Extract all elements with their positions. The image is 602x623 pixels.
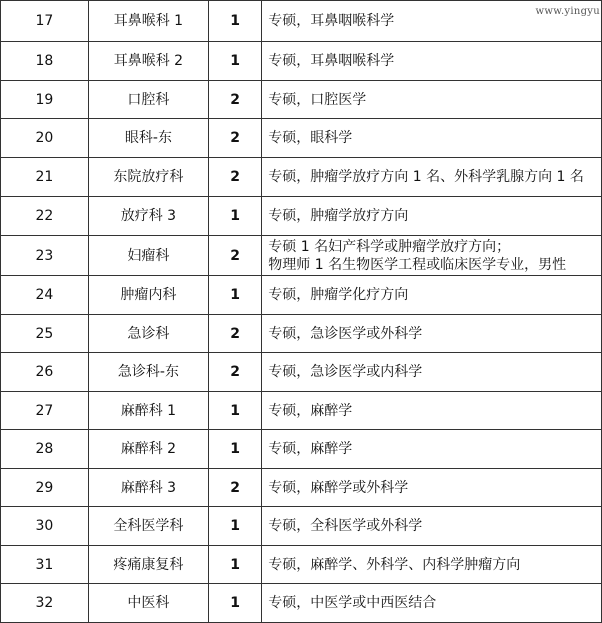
row-number-cell: 19 <box>1 81 89 119</box>
headcount-cell: 2 <box>209 158 262 197</box>
requirement-cell <box>262 197 602 236</box>
row-number-cell: 24 <box>1 276 89 315</box>
requirement-cell <box>262 353 602 392</box>
table-row <box>1 392 602 430</box>
headcount-cell: 2 <box>209 236 262 276</box>
row-number-cell: 17 <box>1 1 89 42</box>
requirement-line: 专硕，麻醉学 <box>268 402 353 419</box>
table-row <box>1 197 602 236</box>
requirement-cell <box>262 507 602 546</box>
department-cell: 中医科 <box>88 584 208 623</box>
department-cell: 急诊科-东 <box>88 353 208 392</box>
requirement-line: 专硕，麻醉学或外科学 <box>268 479 409 496</box>
headcount-cell: 1 <box>209 197 262 236</box>
requirement-cell <box>262 430 602 469</box>
row-number-cell: 25 <box>1 315 89 353</box>
requirement-line: 专硕，肿瘤学放疗方向 <box>268 208 409 224</box>
watermark: www.yingyu <box>535 6 600 17</box>
requirement-cell <box>262 546 602 584</box>
row-number-cell: 21 <box>1 158 89 197</box>
department-cell: 全科医学科 <box>88 507 208 546</box>
table-row <box>1 584 602 623</box>
row-number-cell: 29 <box>1 469 89 507</box>
table-row <box>1 507 602 546</box>
table-body <box>1 1 602 623</box>
requirement-cell <box>262 119 602 158</box>
headcount-cell: 1 <box>209 42 262 81</box>
headcount-cell: 1 <box>209 430 262 469</box>
table-row <box>1 42 602 81</box>
row-number-cell: 27 <box>1 392 89 430</box>
requirement-line: 专硕，急诊医学或外科学 <box>268 325 423 342</box>
department-cell: 放疗科 3 <box>88 197 208 236</box>
requirement-line: 专硕，眼科学 <box>268 130 353 146</box>
row-number-cell: 31 <box>1 546 89 584</box>
requirement-cell <box>262 81 602 119</box>
department-cell: 麻醉科 2 <box>88 430 208 469</box>
department-cell: 麻醉科 3 <box>88 469 208 507</box>
table-row <box>1 1 602 42</box>
row-number-cell: 26 <box>1 353 89 392</box>
requirement-cell <box>262 42 602 81</box>
department-cell: 耳鼻喉科 2 <box>88 42 208 81</box>
requirement-line: 专硕，耳鼻咽喉科学 <box>268 53 395 69</box>
department-cell: 急诊科 <box>88 315 208 353</box>
table-row <box>1 81 602 119</box>
headcount-cell: 2 <box>209 81 262 119</box>
department-cell: 妇瘤科 <box>88 236 208 276</box>
table-row <box>1 353 602 392</box>
headcount-cell: 1 <box>209 584 262 623</box>
requirement-line: 专硕 1 名妇产科学或肿瘤学放疗方向； <box>268 238 511 255</box>
row-number-cell: 18 <box>1 42 89 81</box>
headcount-cell: 2 <box>209 469 262 507</box>
table-row <box>1 546 602 584</box>
requirement-line: 专硕，耳鼻咽喉科学 <box>268 13 395 29</box>
requirement-cell <box>262 469 602 507</box>
headcount-cell: 2 <box>209 353 262 392</box>
requirement-cell <box>262 584 602 623</box>
headcount-cell: 1 <box>209 1 262 42</box>
row-number-cell: 28 <box>1 430 89 469</box>
department-cell: 麻醉科 1 <box>88 392 208 430</box>
headcount-cell: 1 <box>209 546 262 584</box>
requirement-line: 物理师 1 名生物医学工程或临床医学专业，男性 <box>268 256 567 273</box>
requirement-line: 专硕，麻醉学、外科学、内科学肿瘤方向 <box>268 556 521 573</box>
table-row <box>1 469 602 507</box>
row-number-cell: 20 <box>1 119 89 158</box>
department-cell: 东院放疗科 <box>88 158 208 197</box>
table-row <box>1 236 602 276</box>
table-row <box>1 430 602 469</box>
requirement-cell <box>262 158 602 197</box>
headcount-cell: 2 <box>209 315 262 353</box>
requirement-line: 专硕，肿瘤学化疗方向 <box>268 287 409 303</box>
headcount-cell: 2 <box>209 119 262 158</box>
row-number-cell: 30 <box>1 507 89 546</box>
headcount-cell: 1 <box>209 392 262 430</box>
row-number-cell: 32 <box>1 584 89 623</box>
headcount-cell: 1 <box>209 507 262 546</box>
department-cell: 耳鼻喉科 1 <box>88 1 208 42</box>
requirement-cell <box>262 315 602 353</box>
department-cell: 疼痛康复科 <box>88 546 208 584</box>
table-row <box>1 158 602 197</box>
department-cell: 口腔科 <box>88 81 208 119</box>
requirement-line: 专硕，全科医学或外科学 <box>268 518 423 534</box>
row-number-cell: 23 <box>1 236 89 276</box>
department-cell: 肿瘤内科 <box>88 276 208 315</box>
requirement-line: 专硕，急诊医学或内科学 <box>268 364 423 380</box>
requirement-cell <box>262 392 602 430</box>
headcount-cell: 1 <box>209 276 262 315</box>
row-number-cell: 22 <box>1 197 89 236</box>
department-cell: 眼科-东 <box>88 119 208 158</box>
requirement-line: 专硕，口腔医学 <box>268 91 367 108</box>
requirement-line: 专硕，中医学或中西医结合 <box>268 595 437 611</box>
table-row <box>1 315 602 353</box>
requirement-line: 专硕，麻醉学 <box>268 441 353 457</box>
requirement-cell <box>262 236 602 276</box>
table-row <box>1 119 602 158</box>
requirement-line: 专硕，肿瘤学放疗方向 1 名、外科学乳腺方向 1 名 <box>268 169 584 185</box>
table-row <box>1 276 602 315</box>
requirement-cell <box>262 276 602 315</box>
